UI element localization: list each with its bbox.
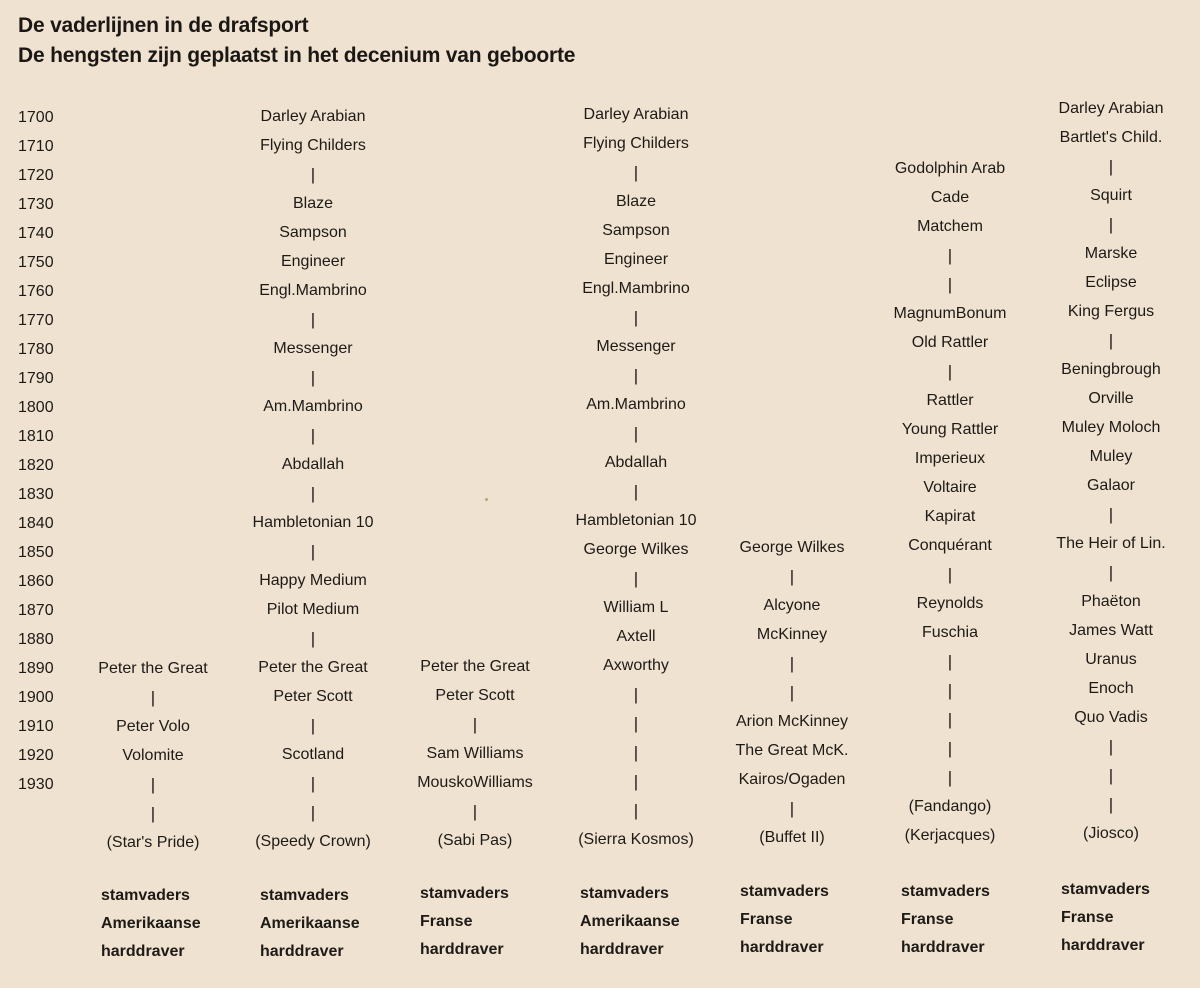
stallion-name: Marske <box>1084 245 1138 262</box>
decade-label: 1740 <box>18 225 54 242</box>
lineage-connector: | <box>310 629 316 648</box>
stallion-name: McKinney <box>756 626 828 643</box>
decade-label: 1880 <box>18 631 54 648</box>
stallion-name: Blaze <box>615 193 657 210</box>
column-footer-label: Amerikaanse <box>580 913 680 930</box>
stallion-name: Messenger <box>273 340 353 357</box>
lineage-connector: | <box>1108 737 1114 756</box>
decade-label: 1750 <box>18 254 54 271</box>
lineage-connector: | <box>310 165 316 184</box>
column-footer-label: Amerikaanse <box>260 915 360 932</box>
lineage-connector: | <box>789 567 795 586</box>
lineage-connector: | <box>150 804 156 823</box>
stallion-name: Enoch <box>1088 680 1134 697</box>
stallion-name: Godolphin Arab <box>894 160 1006 177</box>
lineage-connector: | <box>633 308 639 327</box>
lineage-connector: | <box>633 714 639 733</box>
lineage-connector: | <box>1108 331 1114 350</box>
column-footer-label: harddraver <box>580 941 664 958</box>
stallion-name: Peter Scott <box>435 687 515 704</box>
column-footer-label: harddraver <box>1061 937 1145 954</box>
stallion-name: Cade <box>930 189 970 206</box>
decade-label: 1720 <box>18 167 54 184</box>
lineage-connector: | <box>947 275 953 294</box>
lineage-connector: | <box>947 246 953 265</box>
stallion-name: Darley Arabian <box>260 108 366 125</box>
decade-label: 1920 <box>18 747 54 764</box>
column-footer-label: harddraver <box>260 943 344 960</box>
lineage-connector: | <box>947 768 953 787</box>
stallion-name: Conquérant <box>908 537 992 554</box>
lineage-connector: | <box>1108 505 1114 524</box>
column-footer-label: Franse <box>1061 909 1114 926</box>
stallion-name: James Watt <box>1069 622 1153 639</box>
lineage-connector: | <box>310 368 316 387</box>
stallion-name: Volomite <box>122 747 184 764</box>
lineage-connector: | <box>633 743 639 762</box>
stallion-name: Sampson <box>602 222 670 239</box>
decade-label: 1810 <box>18 428 54 445</box>
lineage-connector: | <box>472 715 478 734</box>
lineage-connector: | <box>789 654 795 673</box>
decade-label: 1760 <box>18 283 54 300</box>
stallion-name: Uranus <box>1085 651 1137 668</box>
stallion-name: Alcyone <box>763 597 821 614</box>
column-footer-label: stamvaders <box>901 883 990 900</box>
stallion-name: Peter Scott <box>273 688 353 705</box>
lineage-connector: | <box>633 424 639 443</box>
decade-label: 1930 <box>18 776 54 793</box>
stallion-name: Sampson <box>279 224 347 241</box>
column-footer-label: Amerikaanse <box>101 915 201 932</box>
stallion-name: Abdallah <box>281 456 345 473</box>
stallion-name: Scotland <box>281 746 345 763</box>
stallion-name: Darley Arabian <box>1058 100 1164 117</box>
decade-label: 1730 <box>18 196 54 213</box>
column-footer-label: stamvaders <box>740 883 829 900</box>
lineage-connector: | <box>633 163 639 182</box>
stallion-name: Phaëton <box>1081 593 1141 610</box>
stallion-name: MouskoWilliams <box>417 774 533 791</box>
decade-label: 1860 <box>18 573 54 590</box>
stallion-name: Flying Childers <box>260 137 366 154</box>
decade-label: 1870 <box>18 602 54 619</box>
stallion-name: Old Rattler <box>911 334 989 351</box>
stallion-name: The Great McK. <box>735 742 849 759</box>
lineage-connector: | <box>947 681 953 700</box>
decade-label: 1790 <box>18 370 54 387</box>
lineage-connector: | <box>1108 795 1114 814</box>
lineage-connector: | <box>947 362 953 381</box>
lineage-connector: | <box>1108 563 1114 582</box>
document-title: De vaderlijnen in de drafsport <box>18 14 309 37</box>
column-footer-label: harddraver <box>420 941 504 958</box>
stallion-name: Hambletonian 10 <box>575 512 697 529</box>
decade-label: 1770 <box>18 312 54 329</box>
stallion-name: The Heir of Lin. <box>1056 535 1166 552</box>
stallion-name: Sam Williams <box>426 745 524 762</box>
stallion-name: Fuschia <box>921 624 979 641</box>
decade-label: 1710 <box>18 138 54 155</box>
stallion-name: William L <box>603 599 669 616</box>
lineage-connector: | <box>310 484 316 503</box>
stallion-name: Bartlet's Child. <box>1059 129 1163 146</box>
stallion-name: Kapirat <box>924 508 976 525</box>
stallion-name: (Kerjacques) <box>904 827 996 844</box>
lineage-connector: | <box>633 482 639 501</box>
decade-label: 1850 <box>18 544 54 561</box>
stallion-name: Engl.Mambrino <box>582 280 690 297</box>
stallion-name: Am.Mambrino <box>586 396 686 413</box>
decade-label: 1800 <box>18 399 54 416</box>
stallion-name: Axworthy <box>603 657 669 674</box>
decade-label: 1700 <box>18 109 54 126</box>
stallion-name: Pilot Medium <box>266 601 360 618</box>
stallion-name: (Star's Pride) <box>106 834 200 851</box>
lineage-connector: | <box>789 683 795 702</box>
stallion-name: Engineer <box>280 253 346 270</box>
stallion-name: Galaor <box>1086 477 1136 494</box>
stallion-name: Blaze <box>292 195 334 212</box>
stallion-name: Peter the Great <box>258 659 368 676</box>
lineage-connector: | <box>310 716 316 735</box>
stallion-name: Engl.Mambrino <box>259 282 367 299</box>
stallion-name: Muley Moloch <box>1061 419 1161 436</box>
decade-label: 1820 <box>18 457 54 474</box>
column-footer-label: harddraver <box>740 939 824 956</box>
stallion-name: Messenger <box>596 338 676 355</box>
stallion-name: Orville <box>1088 390 1134 407</box>
stallion-name: (Sabi Pas) <box>437 832 513 849</box>
stallion-name: George Wilkes <box>739 539 845 556</box>
lineage-connector: | <box>150 688 156 707</box>
stallion-name: George Wilkes <box>583 541 689 558</box>
stallion-name: Flying Childers <box>583 135 689 152</box>
stallion-name: Axtell <box>616 628 656 645</box>
lineage-connector: | <box>947 710 953 729</box>
stallion-name: Reynolds <box>916 595 984 612</box>
stallion-name: Muley <box>1089 448 1133 465</box>
lineage-connector: | <box>310 426 316 445</box>
stallion-name: Peter the Great <box>420 658 530 675</box>
stallion-name: (Speedy Crown) <box>255 833 371 850</box>
lineage-connector: | <box>633 685 639 704</box>
lineage-connector: | <box>789 799 795 818</box>
stallion-name: Eclipse <box>1085 274 1137 291</box>
lineage-connector: | <box>310 803 316 822</box>
stallion-name: Am.Mambrino <box>263 398 363 415</box>
column-footer-label: Franse <box>420 913 473 930</box>
column-footer-label: stamvaders <box>420 885 509 902</box>
stallion-name: Matchem <box>917 218 983 235</box>
stallion-name: (Fandango) <box>908 798 992 815</box>
column-footer-label: stamvaders <box>260 887 349 904</box>
lineage-connector: | <box>1108 215 1114 234</box>
column-footer-label: Franse <box>740 911 793 928</box>
lineage-connector: | <box>947 565 953 584</box>
stallion-name: Kairos/Ogaden <box>738 771 846 788</box>
stallion-name: Young Rattler <box>901 421 999 438</box>
stallion-name: King Fergus <box>1067 303 1155 320</box>
lineage-connector: | <box>310 542 316 561</box>
lineage-connector: | <box>633 366 639 385</box>
decade-label: 1830 <box>18 486 54 503</box>
lineage-connector: | <box>633 569 639 588</box>
lineage-connector: | <box>150 775 156 794</box>
column-footer-label: stamvaders <box>580 885 669 902</box>
column-footer-label: harddraver <box>101 943 185 960</box>
stallion-name: Darley Arabian <box>583 106 689 123</box>
lineage-connector: | <box>1108 157 1114 176</box>
document-subtitle: De hengsten zijn geplaatst in het decenium van geboorte <box>18 44 576 67</box>
column-footer-label: stamvaders <box>1061 881 1150 898</box>
lineage-connector: | <box>633 772 639 791</box>
stallion-name: Peter the Great <box>98 660 208 677</box>
decade-label: 1890 <box>18 660 54 677</box>
stallion-name: Quo Vadis <box>1074 709 1148 726</box>
stallion-name: (Buffet II) <box>759 829 825 846</box>
lineage-connector: | <box>947 739 953 758</box>
lineage-connector: | <box>633 801 639 820</box>
stallion-name: (Jiosco) <box>1082 825 1139 842</box>
decade-label: 1910 <box>18 718 54 735</box>
stallion-name: Beningbrough <box>1061 361 1161 378</box>
lineage-connector: | <box>1108 766 1114 785</box>
stallion-name: Imperieux <box>914 450 986 467</box>
column-footer-label: stamvaders <box>101 887 190 904</box>
stallion-name: Arion McKinney <box>735 713 849 730</box>
lineage-connector: | <box>310 774 316 793</box>
stallion-name: Peter Volo <box>116 718 190 735</box>
decade-label: 1840 <box>18 515 54 532</box>
stallion-name: (Sierra Kosmos) <box>578 831 694 848</box>
stallion-name: Squirt <box>1090 187 1132 204</box>
decade-label: 1780 <box>18 341 54 358</box>
stallion-name: Rattler <box>926 392 974 409</box>
stallion-name: Hambletonian 10 <box>252 514 374 531</box>
column-footer-label: harddraver <box>901 939 985 956</box>
decade-label: 1900 <box>18 689 54 706</box>
paper-speck <box>485 498 488 501</box>
stallion-name: Abdallah <box>604 454 668 471</box>
lineage-connector: | <box>472 802 478 821</box>
stallion-name: Engineer <box>603 251 669 268</box>
lineage-connector: | <box>947 652 953 671</box>
column-footer-label: Franse <box>901 911 954 928</box>
stallion-name: Happy Medium <box>259 572 367 589</box>
stallion-name: Voltaire <box>923 479 977 496</box>
lineage-connector: | <box>310 310 316 329</box>
stallion-name: MagnumBonum <box>893 305 1007 322</box>
